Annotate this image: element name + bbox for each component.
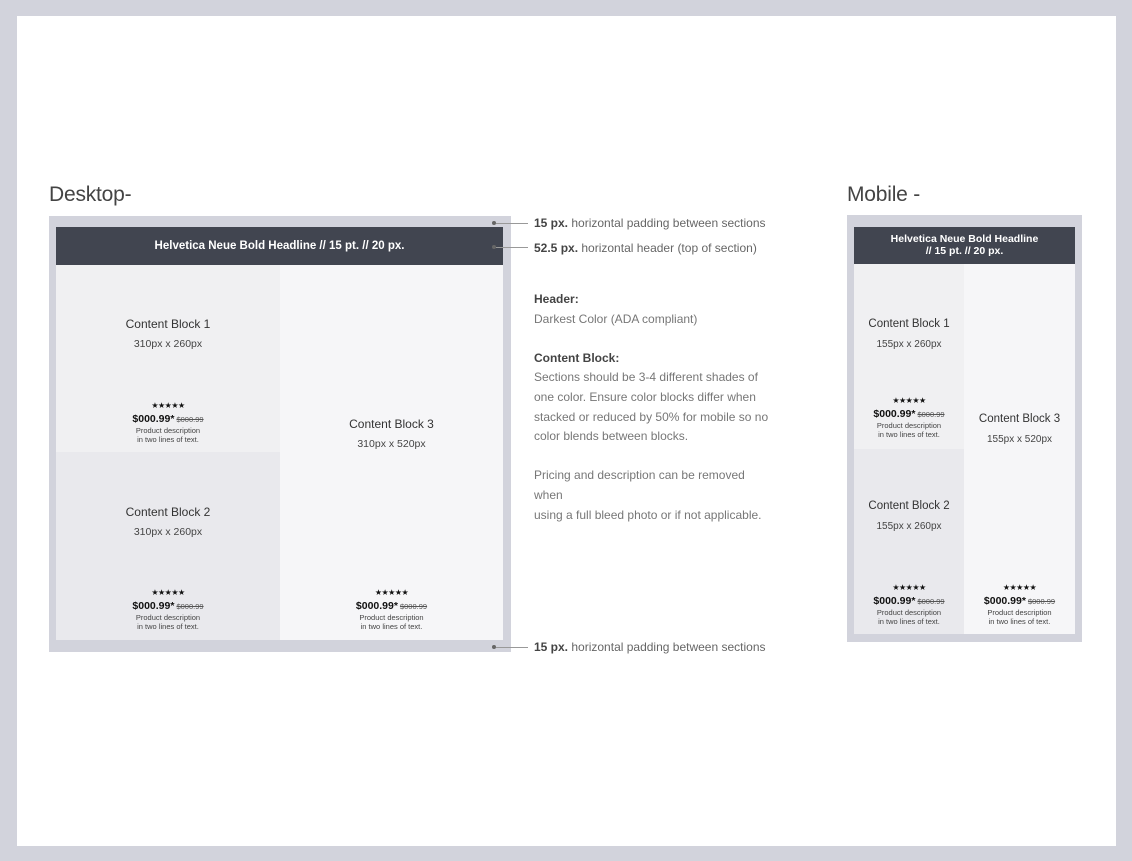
product-description-line-1: Product description <box>876 421 942 430</box>
product-description-line-1: Product description <box>135 613 201 622</box>
annotation-bottom-padding: 15 px. horizontal padding between sections <box>534 640 766 654</box>
mobile-frame <box>847 215 1082 642</box>
rating-stars: ★★★★★ <box>892 583 926 592</box>
spec-pricing-line: Pricing and description can be removed when <box>534 468 745 502</box>
old-price: $000.99 <box>917 410 945 419</box>
product-description-line-1: Product description <box>876 608 942 617</box>
annotation-top-padding: 15 px. horizontal padding between sections <box>534 216 766 230</box>
product-description-line-2: in two lines of text. <box>878 430 940 439</box>
rating-stars: ★★★★★ <box>1002 583 1037 592</box>
price-group <box>964 583 1075 626</box>
spec-notes <box>534 290 774 525</box>
spec-block-line: Sections should be 3-4 different shades of <box>534 370 758 385</box>
mobile-title: Mobile - <box>847 183 921 206</box>
desktop-title: Desktop- <box>49 183 132 206</box>
price-group <box>56 401 280 444</box>
price: $000.99* <box>873 595 916 607</box>
mobile-header-line-2: // 15 pt. // 20 px. <box>925 245 1004 257</box>
spec-pricing-line: using a full bleed photo or if not applicable. <box>534 507 762 522</box>
mobile-content-block-3 <box>964 264 1075 634</box>
mobile-header <box>854 227 1075 264</box>
rating-stars: ★★★★★ <box>892 396 926 405</box>
block-dimensions: 310px x 520px <box>357 438 426 450</box>
rating-stars: ★★★★★ <box>151 588 185 597</box>
price: $000.99* <box>983 595 1026 607</box>
price: $000.99* <box>132 600 175 612</box>
old-price: $000.99 <box>176 602 204 611</box>
price-group <box>56 588 280 631</box>
desktop-content-block-2 <box>56 452 280 640</box>
price: $000.99* <box>355 600 398 612</box>
product-description-line-1: Product description <box>987 608 1052 617</box>
desktop-header: Helvetica Neue Bold Headline // 15 pt. // 20 px. <box>56 227 503 265</box>
price: $000.99* <box>873 408 916 420</box>
rating-stars: ★★★★★ <box>374 588 409 597</box>
block-title: Content Block 2 <box>868 500 950 512</box>
mobile-header-line-1: Helvetica Neue Bold Headline <box>890 233 1039 245</box>
spec-block-line: stacked or reduced by 50% for mobile so no <box>534 409 769 424</box>
desktop-content-block-1 <box>56 265 280 452</box>
spec-header-text: Darkest Color (ADA compliant) <box>534 311 698 326</box>
product-description-line-2: in two lines of text. <box>878 617 940 626</box>
spec-block-line: one color. Ensure color blocks differ when <box>534 389 756 404</box>
spec-block-heading: Content Block: <box>534 350 620 365</box>
block-title: Content Block 3 <box>978 413 1061 425</box>
old-price: $000.99 <box>399 602 428 611</box>
spec-block-line: color blends between blocks. <box>534 429 689 444</box>
old-price: $000.99 <box>176 415 204 424</box>
old-price: $000.99 <box>917 597 945 606</box>
block-title: Content Block 1 <box>125 317 211 331</box>
block-dimensions: 155px x 520px <box>986 434 1053 445</box>
block-dimensions: 155px x 260px <box>876 339 942 350</box>
annotation-leader-header <box>496 247 528 248</box>
block-dimensions: 155px x 260px <box>876 521 942 532</box>
annotation-leader-bottom <box>496 647 528 648</box>
mobile-content-block-1 <box>854 264 964 449</box>
product-description-line-2: in two lines of text. <box>137 622 199 631</box>
product-description-line-2: in two lines of text. <box>137 435 199 444</box>
price-group <box>280 588 503 631</box>
block-title: Content Block 2 <box>125 505 211 519</box>
spec-header-heading: Header: <box>534 292 579 306</box>
block-dimensions: 310px x 260px <box>133 338 203 350</box>
mobile-content-block-2 <box>854 449 964 634</box>
price-group <box>854 583 964 626</box>
desktop-content-block-3 <box>280 265 503 640</box>
product-description-line-1: Product description <box>135 426 201 435</box>
product-description-line-2: in two lines of text. <box>360 622 423 631</box>
old-price: $000.99 <box>1027 597 1056 606</box>
rating-stars: ★★★★★ <box>151 401 185 410</box>
block-title: Content Block 1 <box>868 318 950 330</box>
block-dimensions: 310px x 260px <box>133 526 203 538</box>
desktop-frame <box>49 216 511 652</box>
annotation-header-height: 52.5 px. horizontal header (top of section) <box>534 241 757 255</box>
product-description-line-1: Product description <box>359 613 424 622</box>
price-group <box>854 396 964 439</box>
product-description-line-2: in two lines of text. <box>988 617 1051 626</box>
price: $000.99* <box>132 413 175 425</box>
block-title: Content Block 3 <box>349 417 434 431</box>
annotation-leader-top <box>496 223 528 224</box>
